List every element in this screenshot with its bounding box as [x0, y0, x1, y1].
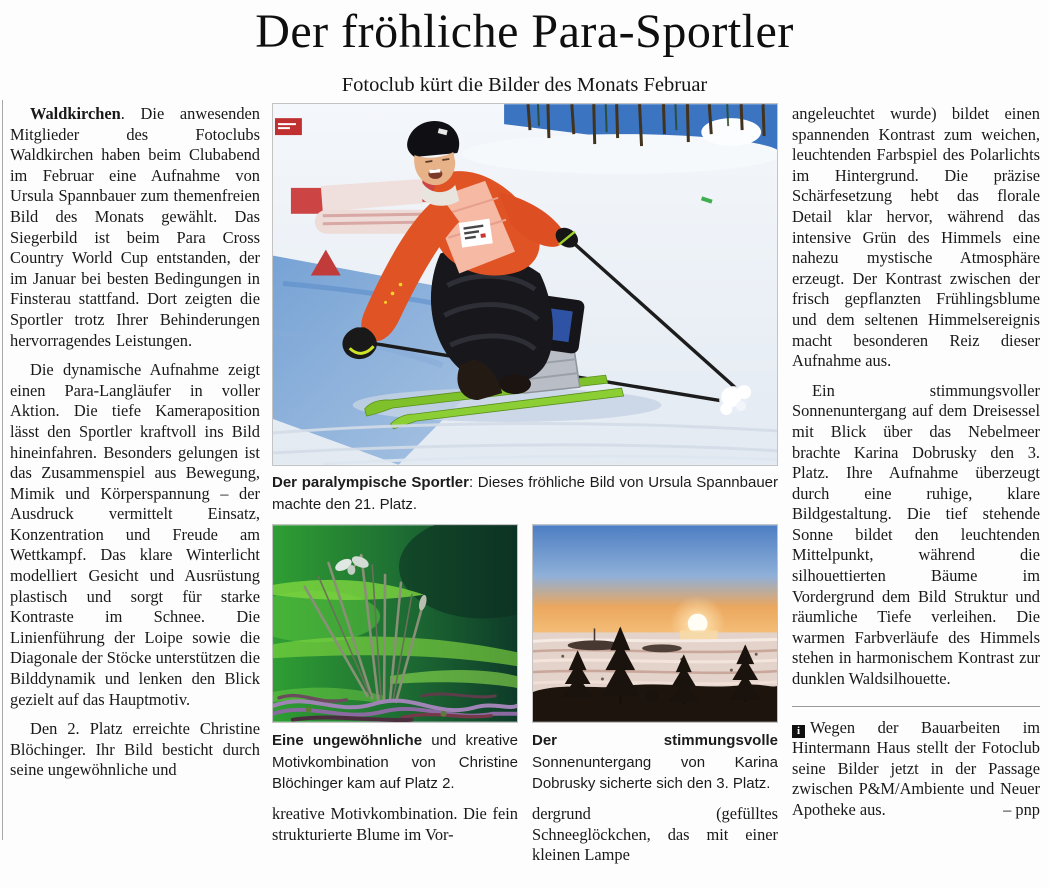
- main-photo-caption: [272, 472, 778, 515]
- sunset-photo: [532, 524, 778, 723]
- small-captions-row: [272, 730, 778, 795]
- small-photos-row: [272, 524, 778, 723]
- paragraph: [10, 104, 260, 351]
- text-fragment: kreative Motivkombination. Die fein strukturierte Blume im Vor-: [272, 804, 518, 844]
- notice-paragraph: [792, 718, 1040, 821]
- paragraph: Ein stimmungsvoller Sonnenuntergang auf dem Dreisessel mit Blick über das Nebelmeer brachte Karina Dobrusky den 3. Platz. Ihre Aufnahme überzeugt durch eine ruhige, klare Bildgestaltung. Die tief stehende Sonne bildet den leuchtenden Mittelpunkt, während die silhouettierten Bäume im Vordergrund dem Bild Struktur und räumliche Tiefe verleihen. Die warmen Farbverläufe des Himmels stehen in harmonischem Kontrast zur dunklen Waldsilhouette.: [792, 380, 1040, 689]
- aurora-illustration: [273, 525, 517, 722]
- caption-text: und kreative Motivkombination von Christine Blöchinger kam auf Platz 2.: [272, 732, 518, 792]
- paragraph: Den 2. Platz erreichte Christine Blöchinger. Ihr Bild besticht durch seine ungewöhnliche und: [10, 719, 260, 780]
- mid-text-row: [272, 804, 778, 866]
- paragraph: angeleuchtet wurde) bildet einen spannenden Kontrast zum weichen, leuchtenden Farbspiel des Polarlichts im Hintergrund. Die präzise Schärfesetzung hebt das florale Detail klar hervor, während das intensive Grün des Himmels eine nahezu mystische Atmosphäre erzeugt. Der Kontrast zwischen der frisch gepflanzten Frühlingsblume und dem seltenen Himmelsereignis macht besonderen Reiz dieser Aufnahme aus.: [792, 104, 1040, 371]
- author-credit: – pnp: [995, 800, 1040, 821]
- caption-lead: Der stimmungsvolle: [532, 732, 778, 749]
- page-title: Der fröhliche Para-Sportler: [255, 5, 794, 58]
- aurora-photo: [272, 524, 518, 723]
- paragraph-text: . Die anwesenden Mitglieder des Fotoclubs Waldkirchen haben beim Clubabend im Februar eine Aufnahme von Ursula Spannbauer zum themenfreien Bild des Monats gewählt. Das Siegerbild ist beim Para Cross Country World Cup entstanden, der im Januar bei besten Bedingungen in Finsterau stattfand. Dort zeigten die Sportler trotz Ihrer Behinderungen hervorragendes Leistungen.: [10, 104, 260, 350]
- info-icon: i: [792, 725, 805, 738]
- lead-word: Waldkirchen: [30, 104, 121, 123]
- column-rule-left: [2, 100, 3, 840]
- caption-lead: Der paralympische Sportler: [272, 474, 469, 491]
- para-skier-illustration: [273, 104, 777, 465]
- caption-lead: Eine ungewöhnliche: [272, 732, 423, 749]
- page-subtitle: Fotoclub kürt die Bilder des Monats Februar: [341, 74, 708, 96]
- notice-text: Wegen der Bauarbeiten im Hintermann Haus stellt der Fotoclub seine Bilder jetzt in der Passage zwischen P&M/Ambiente und Neuer Apotheke aus.: [792, 717, 1040, 819]
- caption-text: : Dieses fröhliche Bild von Ursula Spannbauer machte den 21. Platz.: [272, 474, 778, 513]
- caption-text: Sonnenuntergang von Karina Dobrusky sicherte sich den 3. Platz.: [532, 753, 778, 792]
- aurora-caption: [272, 730, 518, 795]
- sunset-caption: [532, 730, 778, 795]
- sunset-illustration: [533, 525, 777, 722]
- left-column: [10, 104, 260, 781]
- right-column: [792, 104, 1040, 821]
- paragraph: Die dynamische Aufnahme zeigt einen Para-Langläufer in voller Aktion. Die tiefe Kameraposition lässt den Sportler kraftvoll ins Bild hineinfahren. Besonders gelungen ist das Zusammenspiel aus Bewegung, Mimik und Körperspannung – der Ausdruck vermittelt Einsatz, Konzentration und Freude am Wettkampf. Das klare Winterlicht modelliert Gesicht und Ausrüstung plastisch und sorgt für starke Kontraste im Schnee. Die Linienführung der Loipe sowie die Diagonale der Stöcke unterstützen die Bilddynamik und lenken den Blick gezielt auf das Hauptmotiv.: [10, 360, 260, 709]
- section-divider: [792, 706, 1040, 707]
- main-photo-para-skier: [272, 103, 778, 466]
- text-fragment: dergrund (gefülltes Schneeglöckchen, das mit einer kleinen Lampe: [532, 804, 778, 865]
